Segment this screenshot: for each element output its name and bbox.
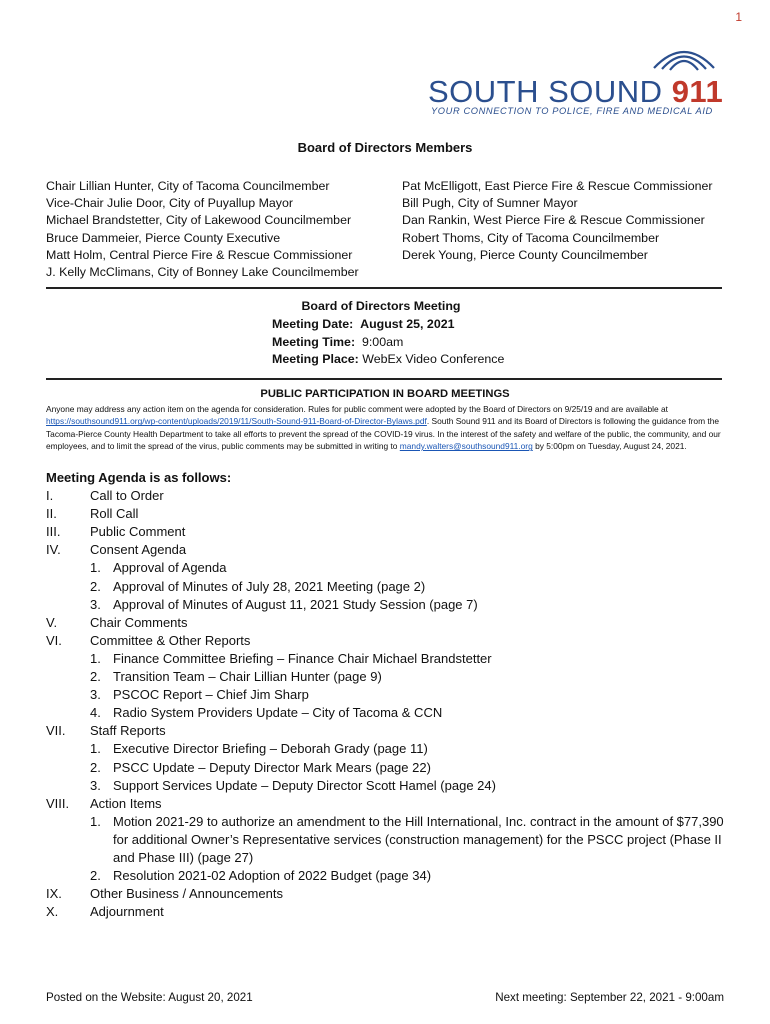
- agenda-subitem-number: 2.: [90, 759, 101, 775]
- agenda-subitem-label: Motion 2021-29 to authorize an amendment to the Hill International, Inc. contract in the amount of $77,390 for additional Owner’s Representative services (construction management) for the PSCC project (Phase II and Phase III) (page 27): [113, 813, 724, 865]
- agenda-item: [46, 541, 736, 559]
- agenda-subitem-label: Approval of Minutes of July 28, 2021 Meeting (page 2): [113, 578, 426, 594]
- agenda-item-label: Adjournment: [90, 904, 164, 920]
- agenda-item-number: IV.: [46, 542, 61, 558]
- agenda-subitem: [46, 559, 736, 577]
- agenda-subitem: [46, 813, 736, 867]
- agenda-subitem: [46, 704, 736, 722]
- agenda-subitem-label: Approval of Agenda: [113, 560, 227, 576]
- agenda-subitem-number: 2.: [90, 868, 101, 884]
- agenda-subitem-number: 4.: [90, 705, 101, 721]
- agenda-item: [46, 523, 736, 541]
- agenda-item-number: X.: [46, 904, 59, 920]
- member-line: Bruce Dammeier, Pierce County Executive: [46, 230, 281, 245]
- agenda-subitem: [46, 686, 736, 704]
- agenda-subitem-number: 3.: [90, 687, 101, 703]
- agenda-item-number: II.: [46, 506, 57, 522]
- agenda-item: [46, 722, 736, 740]
- agenda-item-label: Consent Agenda: [90, 542, 187, 558]
- next-meeting: Next meeting: September 22, 2021 - 9:00am: [495, 991, 724, 1004]
- agenda-subitem-label: PSCC Update – Deputy Director Mark Mears (page 22): [113, 759, 431, 775]
- agenda-subitem-label: Executive Director Briefing – Deborah Grady (page 11): [113, 741, 428, 757]
- agenda-subitem-label: Finance Committee Briefing – Finance Chair Michael Brandstetter: [113, 650, 492, 666]
- agenda-subitem: [46, 759, 736, 777]
- member-line: Robert Thoms, City of Tacoma Councilmember: [402, 230, 660, 245]
- agenda-item: [46, 903, 736, 921]
- agenda-item-number: VII.: [46, 723, 66, 739]
- agenda-item-label: Chair Comments: [90, 614, 188, 630]
- member-line: Michael Brandstetter, City of Lakewood Councilmember: [46, 213, 352, 228]
- agenda-subitem-number: 1.: [90, 813, 101, 829]
- agenda-subitem: [46, 596, 736, 614]
- meeting-place: Meeting Place: WebEx Video Conference: [272, 352, 505, 367]
- page-number: 1: [735, 10, 742, 24]
- divider: [46, 378, 722, 380]
- meeting-title: Board of Directors Meeting: [301, 299, 461, 313]
- bylaws-link[interactable]: https://southsound911.org/wp-content/uploads/2019/11/South-Sound-911-Board-of-Director-Bylaws.pdf: [46, 416, 427, 427]
- agenda-item-label: Staff Reports: [90, 723, 166, 739]
- member-line: Chair Lillian Hunter, City of Tacoma Councilmember: [46, 179, 330, 193]
- agenda-subitem: [46, 578, 736, 596]
- agenda-subitem: [46, 668, 736, 686]
- agenda-item: [46, 505, 736, 523]
- meeting-info: [272, 298, 504, 369]
- public-participation-title: PUBLIC PARTICIPATION IN BOARD MEETINGS: [260, 388, 510, 400]
- posted-date: Posted on the Website: August 20, 2021: [46, 991, 253, 1004]
- agenda-item: [46, 885, 736, 903]
- member-line: J. Kelly McClimans, City of Bonney Lake Councilmember: [46, 265, 359, 280]
- agenda-subitem: [46, 740, 736, 758]
- member-line: Vice-Chair Julie Door, City of Puyallup Mayor: [46, 196, 293, 211]
- agenda-item: [46, 795, 736, 813]
- logo: [428, 38, 728, 118]
- meeting-time: Meeting Time: 9:00am: [272, 334, 404, 349]
- agenda-subitem-number: 1.: [90, 650, 101, 666]
- member-line: Dan Rankin, West Pierce Fire & Rescue Commissioner: [402, 213, 705, 228]
- agenda-subitem-label: Resolution 2021-02 Adoption of 2022 Budget (page 34): [113, 868, 432, 884]
- members-right-column: [402, 178, 713, 264]
- agenda-item: [46, 614, 736, 632]
- member-line: Pat McElligott, East Pierce Fire & Rescue Commissioner: [402, 179, 713, 193]
- agenda-subitem-number: 2.: [90, 578, 101, 594]
- member-line: Derek Young, Pierce County Councilmember: [402, 247, 648, 262]
- public-participation-text: Anyone may address any action item on the agenda for consideration. Rules for public comment were adopted by the Board of Directors on 9/25/19 and are available at https://southsound911.org/wp-content/uploads/2019/11/South-Sound-911-Board-of-Director-Bylaws.pdf. South Sound 911 and its Board of Directors is following the guidance from the Tacoma-Pierce County Health Department to take all efforts to prevent the spread of the COVID-19 virus. In the interest of the safety and welfare of the public, the community, and our employees, and to limit the spread of the virus, public comments may be submitted in writing to mandy.walters@southsound911.org by 5:00pm on Tuesday, August 24, 2021.: [46, 404, 721, 452]
- agenda: [46, 469, 736, 921]
- agenda-subitem-number: 2.: [90, 669, 101, 685]
- member-line: Bill Pugh, City of Sumner Mayor: [402, 196, 578, 211]
- agenda-item-number: III.: [46, 524, 61, 540]
- agenda-item-number: IX.: [46, 886, 62, 902]
- agenda-subitem-label: PSCOC Report – Chief Jim Sharp: [113, 687, 309, 703]
- logo-name: SOUTH SOUND 911: [428, 74, 724, 109]
- agenda-item-label: Other Business / Announcements: [90, 886, 283, 902]
- agenda-subitem-number: 1.: [90, 741, 101, 757]
- agenda-item-label: Action Items: [90, 795, 162, 811]
- radio-waves-icon: [648, 38, 720, 72]
- members-title: Board of Directors Members: [297, 140, 473, 155]
- agenda-item-number: V.: [46, 614, 58, 630]
- email-link[interactable]: mandy.walters@southsound911.org: [399, 441, 533, 452]
- agenda-heading: Meeting Agenda is as follows:: [46, 470, 232, 485]
- agenda-subitem-number: 3.: [90, 596, 101, 612]
- agenda-item-number: VI.: [46, 632, 62, 648]
- member-line: Matt Holm, Central Pierce Fire & Rescue Commissioner: [46, 247, 353, 262]
- agenda-subitem-number: 3.: [90, 777, 101, 793]
- members-left-column: [46, 178, 359, 281]
- agenda-item-label: Roll Call: [90, 506, 139, 522]
- agenda-subitem-label: Approval of Minutes of August 11, 2021 Study Session (page 7): [113, 596, 478, 612]
- agenda-item: [46, 487, 736, 505]
- meeting-date: Meeting Date: August 25, 2021: [272, 316, 455, 331]
- agenda-subitem: [46, 867, 736, 885]
- agenda-item-label: Public Comment: [90, 524, 186, 540]
- agenda-subitem-label: Transition Team – Chair Lillian Hunter (page 9): [113, 669, 382, 685]
- agenda-subitem: [46, 650, 736, 668]
- logo-tagline: YOUR CONNECTION TO POLICE, FIRE AND MEDICAL AID: [431, 106, 713, 116]
- divider: [46, 287, 722, 289]
- agenda-subitem: [46, 777, 736, 795]
- agenda-subitem-label: Radio System Providers Update – City of Tacoma & CCN: [113, 705, 443, 721]
- agenda-subitem-label: Support Services Update – Deputy Director Scott Hamel (page 24): [113, 777, 496, 793]
- agenda-item-number: I.: [46, 488, 54, 504]
- agenda-subitem-number: 1.: [90, 560, 101, 576]
- agenda-item: [46, 632, 736, 650]
- agenda-item-number: VIII.: [46, 795, 70, 811]
- agenda-item-label: Committee & Other Reports: [90, 632, 251, 648]
- agenda-item-label: Call to Order: [90, 488, 164, 504]
